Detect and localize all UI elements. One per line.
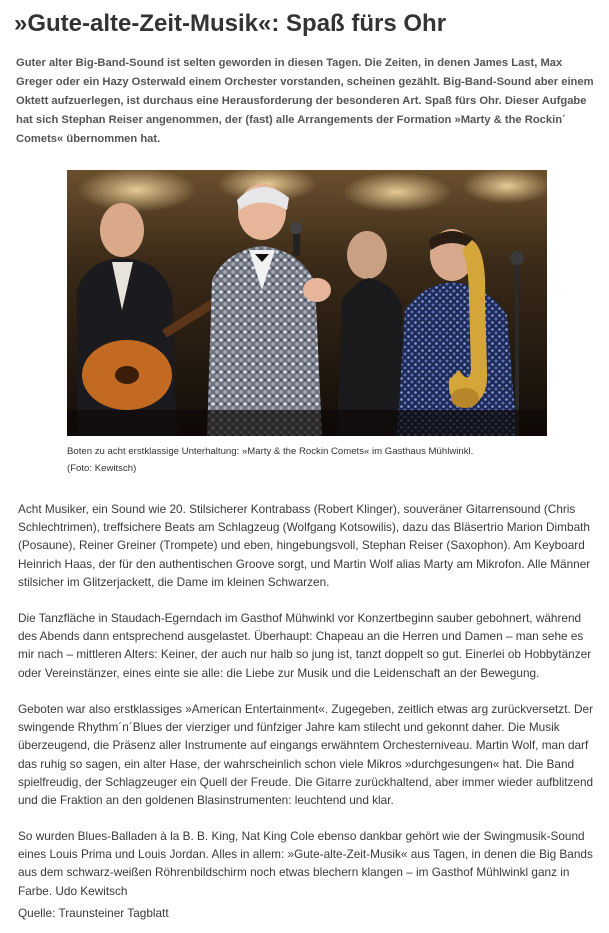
band-photo xyxy=(67,170,547,436)
body-paragraph: Geboten war also erstklassiges »American Entertainment«. Zugegeben, zeitlich etwas arg zurückversetzt. Der swingende Rhythm´n´Blues der vierziger und fünfziger Jahre kam stilecht und gekonnt daher. Die Musik überzeugend, die Präsenz aller Instrumente auf eingangs erwähntem Orchesterniveau. Martin Wolf, man darf das ruhig so sagen, ein alter Hase, der wahrscheinlich schon viele Mikros »durchgesungen« hat. Die Band spielfreudig, der Schlagzeuger ein Quell der Freude. Die Gitarre zurückhaltend, aber immer wieder aufblitzend und die Fraktion an den goldenen Blasinstrumenten: leuchtend und klar. xyxy=(18,702,594,808)
band-photo-illustration xyxy=(67,170,547,436)
article-lead: Guter alter Big-Band-Sound ist selten geworden in diesen Tagen. Die Zeiten, in denen James Last, Max Greger oder ein Hazy Osterwald einem Orchester vorstanden, scheinen gezählt. Big-Band-Sound aber einem Oktett aufzuerlegen, ist durchaus eine Herausforderung der besonderen Art. Spaß fürs Ohr. Dieser Aufgabe hat sich Stephan Reiser angenommen, der (fast) alle Arrangements der Formation »Marty & the Rockin´ Comets« übernommen hat. xyxy=(16,57,594,145)
source-line: Quelle: Traunsteiner Tagblatt xyxy=(18,906,169,920)
body-paragraph: Die Tanzfläche in Staudach-Egerndach im Gasthof Mühwinkl vor Konzertbeginn sauber gebohnert, während des Abends dann entsprechend ausgelastet. Überhaupt: Chapeau an die Herren und Damen – man sehe es mir nach – mittleren Alters: Keiner, der auch nur halb so jung ist, tanzt doppelt so gut. Einerlei ob Hobbytänzer oder Vereinstänzer, eines einte sie alle: die Liebe zur Musik und die Leidenschaft an der Bewegung. xyxy=(18,611,592,680)
photo-caption-text: Boten zu acht erstklassige Unterhaltung: »Marty & the Rockin Comets« im Gasthaus Mühlwinkl. xyxy=(67,446,474,457)
body-paragraph: Acht Musiker, ein Sound wie 20. Stilsicherer Kontrabass (Robert Klinger), souveräner Gitarrensound (Chris Schlechtrimen), treffsichere Beats am Schlagzeug (Wolfgang Kotsowilis), dazu das Bläsertrio Marion Dimbath (Posaune), Reiner Greiner (Trompete) und eben, hingebungsvoll, Stephan Reiser (Saxophon). Am Keyboard Heinrich Haas, der für den authentischen Groove sorgt, und Martin Wolf alias Marty am Mikrofon. Alle Männer stilsicher im Glitzerjackett, die Dame im kleinen Schwarzen. xyxy=(18,502,591,589)
article-title: »Gute-alte-Zeit-Musik«: Spaß fürs Ohr xyxy=(14,10,447,37)
photo-credit: (Foto: Kewitsch) xyxy=(67,463,137,474)
body-paragraph: So wurden Blues-Balladen à la B. B. King, Nat King Cole ebenso dankbar gehört wie der Swingmusik-Sound eines Louis Prima und Louis Jordan. Alles in allem: »Gute-alte-Zeit-Musik« aus Tagen, in denen die Big Bands aus dem schwarz-weißen Röhrenbildschirm noch etwas blechern klangen – im Gasthof Mühlwinkl ganz in Farbe. Udo Kewitsch xyxy=(18,829,593,898)
photo-caption xyxy=(67,443,547,477)
